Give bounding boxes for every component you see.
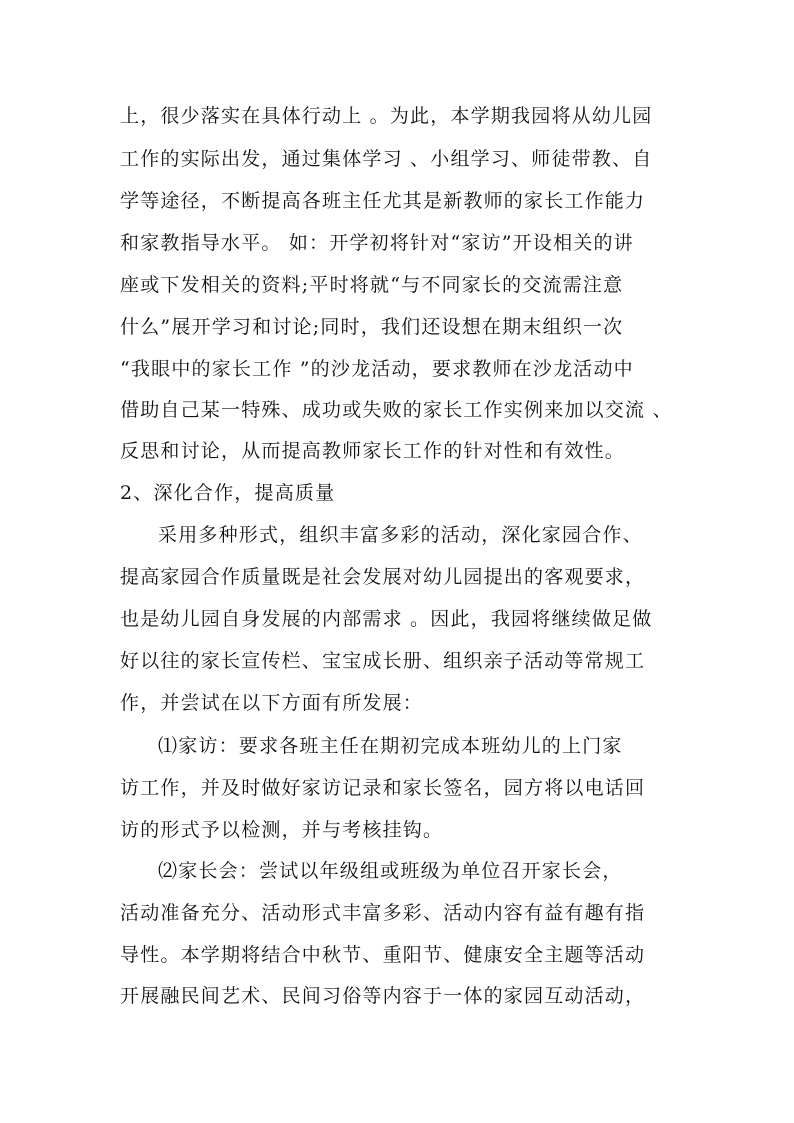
text-line: 学等途径，不断提高各班主任尤其是新教师的家长工作能力 bbox=[120, 190, 646, 212]
text-line: 访工作，并及时做好家访记录和家长签名，园方将以电话回 bbox=[120, 777, 646, 799]
text-line: 反思和讨论，从而提高教师家长工作的针对性和有效性。 bbox=[120, 440, 626, 462]
text-line: 访的形式予以检测，并与考核挂钩。 bbox=[120, 819, 444, 841]
text-line: 活动准备充分、活动形式丰富多彩、活动内容有益有趣有指 bbox=[120, 902, 646, 924]
text-line: 好以往的家长宣传栏、宝宝成长册、组织亲子活动等常规工 bbox=[120, 650, 646, 672]
text-line: 上，很少落实在具体行动上 。为此，本学期我园将从幼儿园 bbox=[120, 105, 653, 127]
text-line: ⑵家长会：尝试以年级组或班级为单位召开家长会， bbox=[158, 860, 623, 882]
text-line: “我眼中的家长工作 ”的沙龙活动，要求教师在沙龙活动中 bbox=[120, 358, 634, 380]
text-line: 座或下发相关的资料;平时将就“与不同家长的交流需注意 bbox=[120, 274, 624, 296]
text-line: ⑴家访：要求各班主任在期初完成本班幼儿的上门家 bbox=[158, 735, 623, 757]
text-line: 采用多种形式，组织丰富多彩的活动，深化家园合作、 bbox=[158, 524, 643, 546]
text-line: 借助自己某一特殊、成功或失败的家长工作实例来加以交流 、 bbox=[120, 399, 673, 421]
text-line: 提高家园合作质量既是社会发展对幼儿园提出的客观要求， bbox=[120, 566, 646, 588]
text-line: 什么”展开学习和讨论;同时，我们还设想在期末组织一次 bbox=[120, 316, 624, 338]
text-line: 工作的实际出发，通过集体学习 、小组学习、师徒带教、自 bbox=[120, 148, 653, 170]
section-heading: 2、深化合作，提高质量 bbox=[120, 482, 336, 504]
text-line: 导性。本学期将结合中秋节、重阳节、健康安全主题等活动 bbox=[120, 944, 646, 966]
text-line: 和家教指导水平。 如：开学初将针对“家访”开设相关的讲 bbox=[120, 232, 634, 254]
text-line: 作，并尝试在以下方面有所发展： bbox=[120, 692, 424, 714]
text-line: 开展融民间艺术、民间习俗等内容于一体的家园互动活动， bbox=[120, 985, 646, 1007]
text-line: 也是幼儿园自身发展的内部需求 。因此，我园将继续做足做 bbox=[120, 608, 653, 630]
